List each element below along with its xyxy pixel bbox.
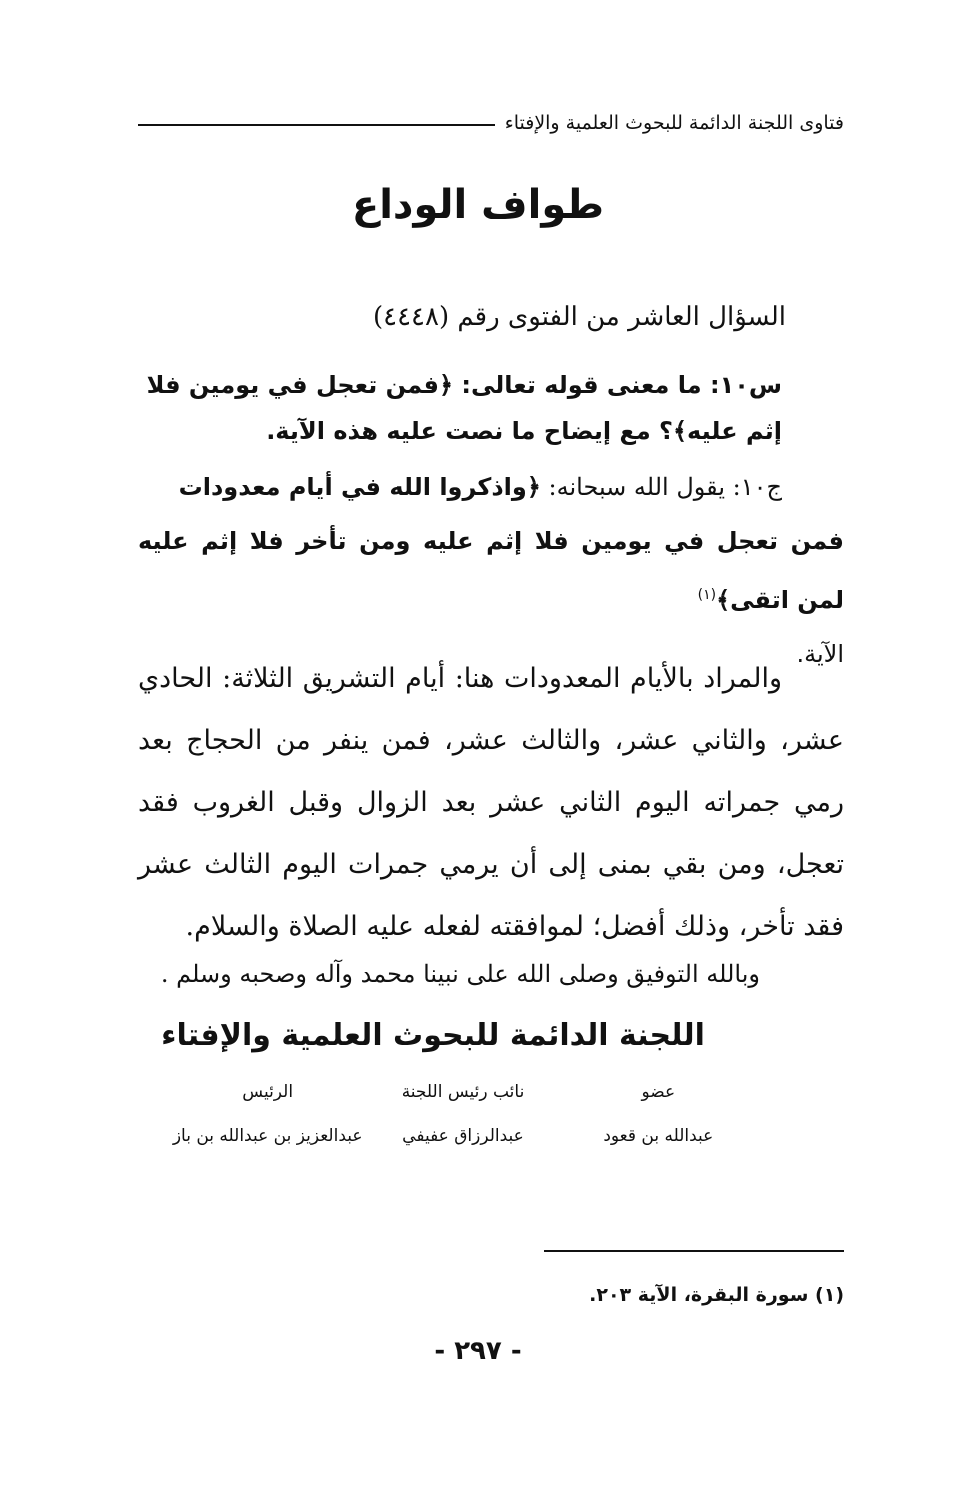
running-header	[138, 112, 844, 134]
closing-line: وبالله التوفيق وصلى الله على نبينا محمد وآله وصحبه وسلم .	[160, 960, 760, 988]
running-header-title: فتاوى اللجنة الدائمة للبحوث العلمية والإفتاء	[504, 112, 844, 134]
signatory-name-vice-chair: عبدالرزاق عفيفي	[402, 1126, 524, 1146]
footnote-rule	[544, 1250, 844, 1252]
answer-tail: الآية.	[796, 640, 844, 668]
signatory-roles	[170, 1082, 756, 1102]
footnote: (١) سورة البقرة، الآية ٢٠٣.	[589, 1284, 844, 1306]
fatwa-reference: السؤال العاشر من الفتوى رقم (٤٤٤٨)	[372, 302, 786, 332]
signatory-role-chair: الرئيس	[242, 1082, 294, 1102]
explanation-paragraph: والمراد بالأيام المعدودات هنا: أيام التشريق الثلاثة: الحادي عشر، والثاني عشر، والثالث عشر، فمن ينفر من الحجاج بعد رمي جمراته اليوم الثاني عشر بعد الزوال وقبل الغروب فقد تعجل، ومن بقي بمنى إلى أن يرمي جمرات اليوم الثالث عشر فقد تأخر، وذلك أفضل؛ لموافقته لفعله عليه الصلاة والسلام.	[138, 663, 844, 942]
footnote-reference: (١)	[697, 587, 717, 603]
answer-quote-part-1: ﴿واذكروا الله في أيام معدودات	[178, 473, 541, 501]
signatory-role-vice-chair: نائب رئيس اللجنة	[401, 1082, 525, 1102]
committee-name: اللجنة الدائمة للبحوث العلمية والإفتاء	[161, 1018, 705, 1053]
answer-quote-part-2: فمن تعجل في يومين فلا إثم عليه ومن تأخر فلا إثم عليه لمن اتقى﴾	[138, 527, 844, 614]
signatory-names	[170, 1126, 756, 1146]
question-line-1: س١٠: ما معنى قوله تعالى: ﴿فمن تعجل في يومين فلا	[146, 371, 782, 399]
page-title: طواف الوداع	[351, 182, 605, 228]
question-line-2: إثم عليه﴾؟ مع إيضاح ما نصت عليه هذه الآية.	[266, 417, 782, 445]
signatory-name-member: عبدالله بن قعود	[603, 1126, 714, 1146]
signatory-name-chair: عبدالعزيز بن عبدالله بن باز	[172, 1126, 363, 1146]
header-rule	[138, 124, 495, 126]
question-block	[138, 362, 844, 454]
page-number: - ٢٩٧ -	[434, 1336, 522, 1366]
answer-first-line	[138, 460, 844, 514]
answer-lead: ج١٠: يقول الله سبحانه:	[540, 473, 782, 501]
signatory-role-member: عضو	[641, 1082, 676, 1102]
